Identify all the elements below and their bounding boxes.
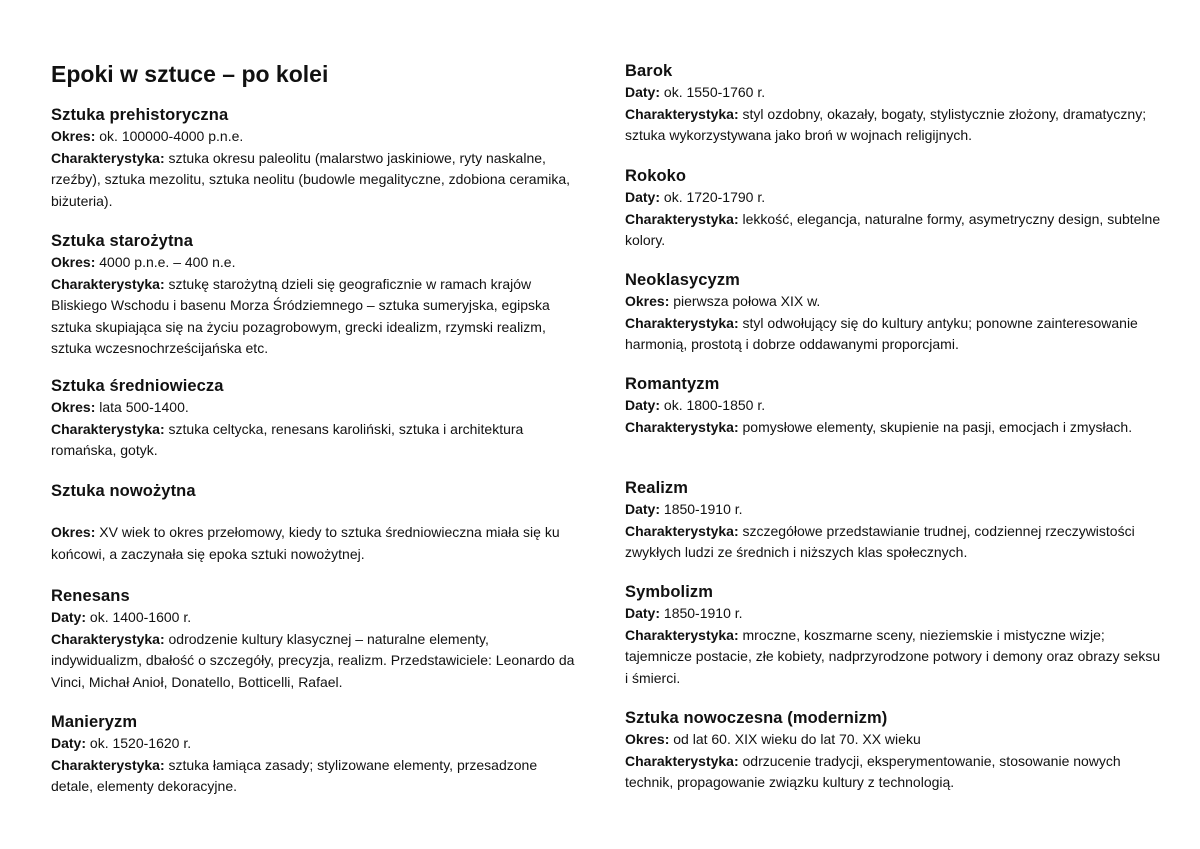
- characteristics-value: lekkość, elegancja, naturalne formy, asymetryczny design, subtelne kolory.: [625, 210, 1161, 248]
- date-value: ok. 1720-1790 r.: [663, 189, 766, 205]
- date-value: pierwsza połowa XIX w.: [673, 293, 821, 309]
- date-line: [625, 499, 1165, 521]
- date-label: Okres:: [51, 399, 96, 415]
- date-line: [51, 397, 581, 419]
- date-value: 1850-1910 r.: [663, 605, 743, 621]
- characteristics-line: [51, 274, 581, 360]
- characteristics-label: Charakterystyka:: [51, 420, 165, 437]
- characteristics-value: mroczne, koszmarne sceny, nieziemskie i mistyczne wizje; tajemnicze postacie, złe kobiety, nadprzyrodzone potwory i demony oraz obrazy seksu i śmierci.: [625, 626, 1161, 686]
- characteristics-label: Charakterystyka:: [625, 105, 739, 122]
- date-label: Okres:: [625, 731, 670, 747]
- date-label: Daty:: [51, 609, 87, 625]
- characteristics-line: [625, 625, 1165, 690]
- section-heading: Sztuka średniowiecza: [51, 377, 224, 395]
- date-label: Daty:: [625, 189, 661, 205]
- section-heading: Barok: [625, 62, 673, 80]
- date-label: Okres:: [51, 524, 96, 540]
- date-line: [625, 729, 1165, 751]
- section-heading: Realizm: [625, 479, 689, 497]
- characteristics-line: [51, 419, 581, 462]
- date-value: lata 500-1400.: [99, 399, 189, 415]
- characteristics-label: Charakterystyka:: [51, 149, 165, 166]
- section-heading: Manieryzm: [51, 713, 138, 731]
- characteristics-value: sztukę starożytną dzieli się geograficznie w ramach krajów Bliskiego Wschodu i basenu Morza Śródziemnego – sztuka sumeryjska, egipska sztuka skupiająca się na życiu pozagrobowym, grecki idealizm, rzymski realizm, sztuka wczesnochrześcijańska etc.: [51, 275, 550, 356]
- characteristics-value: styl odwołujący się do kultury antyku; ponowne zainteresowanie harmonią, prostotą i dobrze oddawanymi proporcjami.: [625, 314, 1138, 352]
- characteristics-line: [625, 751, 1165, 794]
- characteristics-label: Charakterystyka:: [51, 756, 165, 773]
- date-line: [51, 252, 581, 274]
- date-value: od lat 60. XIX wieku do lat 70. XX wieku: [673, 731, 921, 747]
- characteristics-value: styl ozdobny, okazały, bogaty, stylistycznie złożony, dramatyczny; sztuka wykorzystywana jako broń w wojnach religijnych.: [625, 105, 1147, 143]
- section-baroque: [625, 60, 1165, 147]
- date-line: [51, 733, 581, 755]
- characteristics-value: odrodzenie kultury klasycznej – naturalne elementy, indywidualizm, dbałość o szczegóły, precyzja, realizm. Przedstawiciele: Leonardo da Vinci, Michał Anioł, Donatello, Botticelli, Rafael.: [51, 630, 575, 690]
- date-value: ok. 1800-1850 r.: [663, 397, 766, 413]
- section-heading: Sztuka starożytna: [51, 232, 193, 250]
- characteristics-line: [625, 521, 1165, 564]
- date-label: Daty:: [625, 84, 661, 100]
- date-label: Daty:: [51, 735, 87, 751]
- date-label: Daty:: [625, 397, 661, 413]
- section-medieval: [51, 375, 581, 462]
- characteristics-label: Charakterystyka:: [625, 210, 739, 227]
- date-line: [51, 607, 581, 629]
- date-line: [51, 522, 581, 565]
- characteristics-value: odrzucenie tradycji, eksperymentowanie, stosowanie nowych technik, propagowanie związku kultury z technologią.: [625, 752, 1121, 790]
- date-line: [625, 395, 1165, 417]
- date-value: XV wiek to okres przełomowy, kiedy to sztuka średniowieczna miała się ku końcowi, a zaczynała się epoka sztuki nowożytnej.: [51, 524, 560, 562]
- section-heading: Sztuka nowoczesna (modernizm): [625, 709, 888, 727]
- section-ancient: [51, 230, 581, 360]
- characteristics-label: Charakterystyka:: [625, 626, 739, 643]
- section-heading: Romantyzm: [625, 375, 720, 393]
- section-heading: Rokoko: [625, 167, 687, 185]
- date-line: [51, 126, 581, 148]
- characteristics-label: Charakterystyka:: [625, 752, 739, 769]
- characteristics-value: sztuka okresu paleolitu (malarstwo jaskiniowe, ryty naskalne, rzeźby), sztuka mezolitu, sztuka neolitu (budowle megalityczne, zdobiona ceramika, biżuteria).: [51, 149, 571, 209]
- section-realism: [625, 477, 1165, 564]
- characteristics-label: Charakterystyka:: [51, 275, 165, 292]
- date-value: ok. 100000-4000 p.n.e.: [99, 128, 244, 144]
- date-value: ok. 1550-1760 r.: [663, 84, 766, 100]
- characteristics-line: [625, 209, 1165, 252]
- date-label: Daty:: [625, 605, 661, 621]
- characteristics-label: Charakterystyka:: [625, 314, 739, 331]
- date-value: ok. 1520-1620 r.: [89, 735, 192, 751]
- section-heading: Symbolizm: [625, 583, 714, 601]
- date-line: [625, 291, 1165, 313]
- characteristics-line: [625, 313, 1165, 356]
- characteristics-value: sztuka łamiąca zasady; stylizowane elementy, przesadzone detale, elementy dekoracyjne.: [51, 756, 538, 794]
- section-modern-era: [51, 480, 581, 565]
- characteristics-line: [51, 629, 581, 694]
- characteristics-label: Charakterystyka:: [625, 522, 739, 539]
- section-heading: Sztuka prehistoryczna: [51, 106, 229, 124]
- section-romanticism: [625, 373, 1165, 438]
- characteristics-value: sztuka celtycka, renesans karoliński, sztuka i architektura romańska, gotyk.: [51, 420, 524, 458]
- characteristics-line: [51, 148, 581, 213]
- document-title: Epoki w sztuce – po kolei: [51, 61, 329, 87]
- date-label: Okres:: [51, 128, 96, 144]
- characteristics-label: Charakterystyka:: [625, 418, 739, 435]
- date-label: Daty:: [625, 501, 661, 517]
- date-line: [625, 82, 1165, 104]
- characteristics-label: Charakterystyka:: [51, 630, 165, 647]
- section-neoclassicism: [625, 269, 1165, 356]
- section-mannerism: [51, 711, 581, 798]
- date-value: ok. 1400-1600 r.: [89, 609, 192, 625]
- section-heading: Sztuka nowożytna: [51, 482, 196, 500]
- date-line: [625, 187, 1165, 209]
- section-heading: Renesans: [51, 587, 130, 605]
- characteristics-line: [51, 755, 581, 798]
- characteristics-line: [625, 417, 1165, 439]
- section-prehistoric: [51, 104, 581, 212]
- characteristics-line: [625, 104, 1165, 147]
- date-label: Okres:: [51, 254, 96, 270]
- date-value: 1850-1910 r.: [663, 501, 743, 517]
- date-label: Okres:: [625, 293, 670, 309]
- characteristics-value: pomysłowe elementy, skupienie na pasji, emocjach i zmysłach.: [742, 418, 1133, 435]
- date-line: [625, 603, 1165, 625]
- section-modernism: [625, 707, 1165, 794]
- date-value: 4000 p.n.e. – 400 n.e.: [99, 254, 236, 270]
- section-rococo: [625, 165, 1165, 252]
- section-symbolism: [625, 581, 1165, 689]
- section-renaissance: [51, 585, 581, 693]
- section-heading: Neoklasycyzm: [625, 271, 740, 289]
- characteristics-value: szczegółowe przedstawianie trudnej, codziennej rzeczywistości zwykłych ludzi ze średnich i niższych klas społecznych.: [625, 522, 1135, 560]
